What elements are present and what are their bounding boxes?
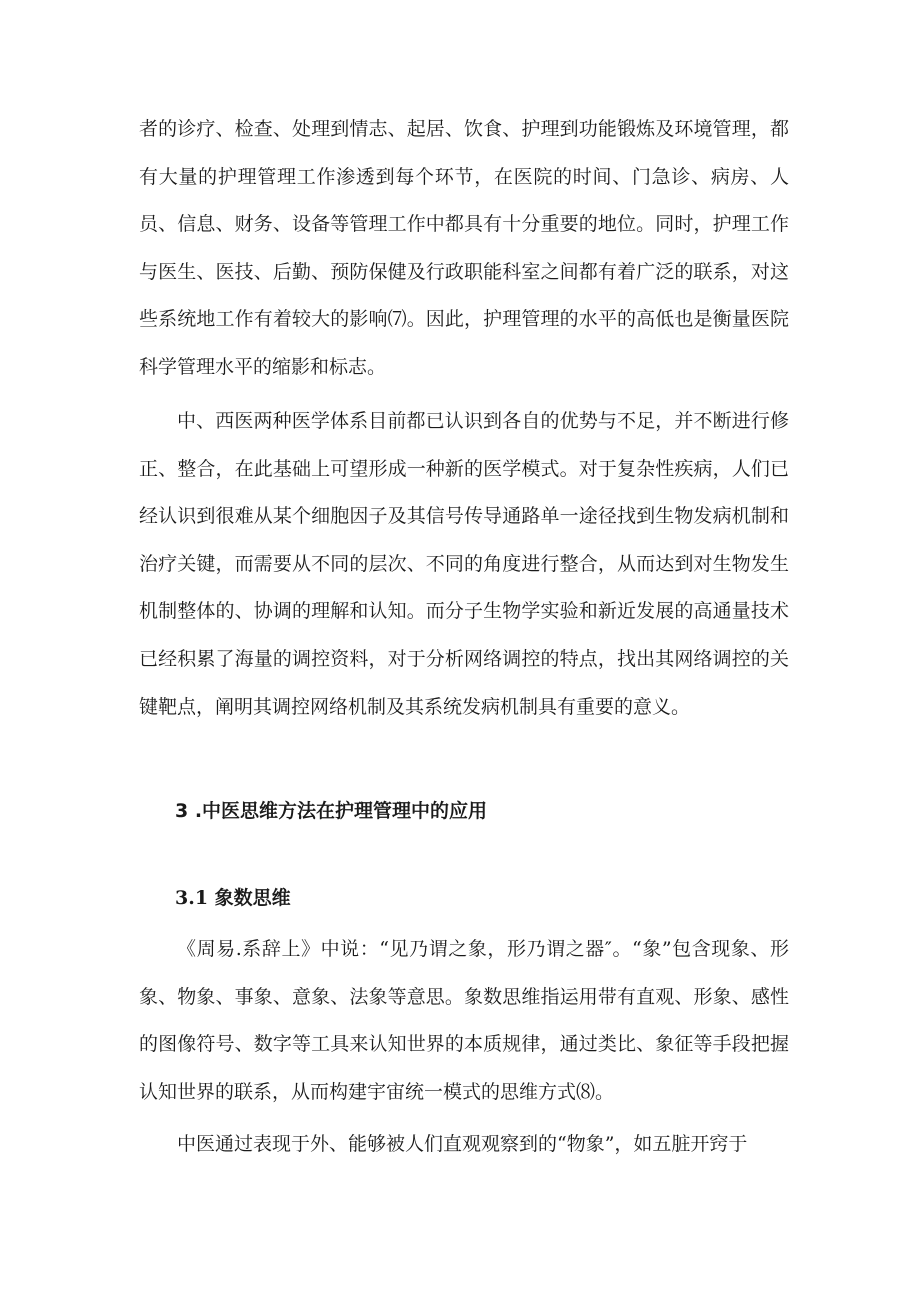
subsection-heading: 3.1 象数思维: [175, 887, 291, 909]
body-paragraph: 《周易.系辞上》中说：“见乃谓之象，形乃谓之器″。“象”包含现象、形象、物象、事象、意象、法象等意思。象数思维指运用带有直观、形象、感性的图像符号、数字等工具来认知世界的本质规律，通过类比、象征等手段把握认知世界的联系，从而构建宇宙统一模式的思维方式⑻。: [139, 938, 789, 1103]
body-paragraph: 中医通过表现于外、能够被人们直观观察到的“物象”，如五脏开窍于: [177, 1133, 748, 1155]
body-paragraph: 者的诊疗、检查、处理到情志、起居、饮食、护理到功能锻炼及环境管理，都有大量的护理管理工作渗透到每个环节，在医院的时间、门急诊、病房、人员、信息、财务、设备等管理工作中都具有十分重要的地位。同时，护理工作与医生、医技、后勤、预防保健及行政职能科室之间都有着广泛的联系，对这些系统地工作有着较大的影响⑺。因此，护理管理的水平的高低也是衡量医院科学管理水平的缩影和标志。: [139, 118, 789, 378]
section-heading: 3 .中医思维方法在护理管理中的应用: [175, 800, 488, 822]
body-paragraph: 中、西医两种医学体系目前都已认识到各自的优势与不足，并不断进行修正、整合，在此基础上可望形成一种新的医学模式。对于复杂性疾病，人们已经认识到很难从某个细胞因子及其信号传导通路单一途径找到生物发病机制和治疗关键，而需要从不同的层次、不同的角度进行整合，从而达到对生物发生机制整体的、协调的理解和认知。而分子生物学实验和新近发展的高通量技术已经积累了海量的调控资料，对于分析网络调控的特点，找出其网络调控的关键靶点，阐明其调控网络机制及其系统发病机制具有重要的意义。: [139, 410, 789, 718]
